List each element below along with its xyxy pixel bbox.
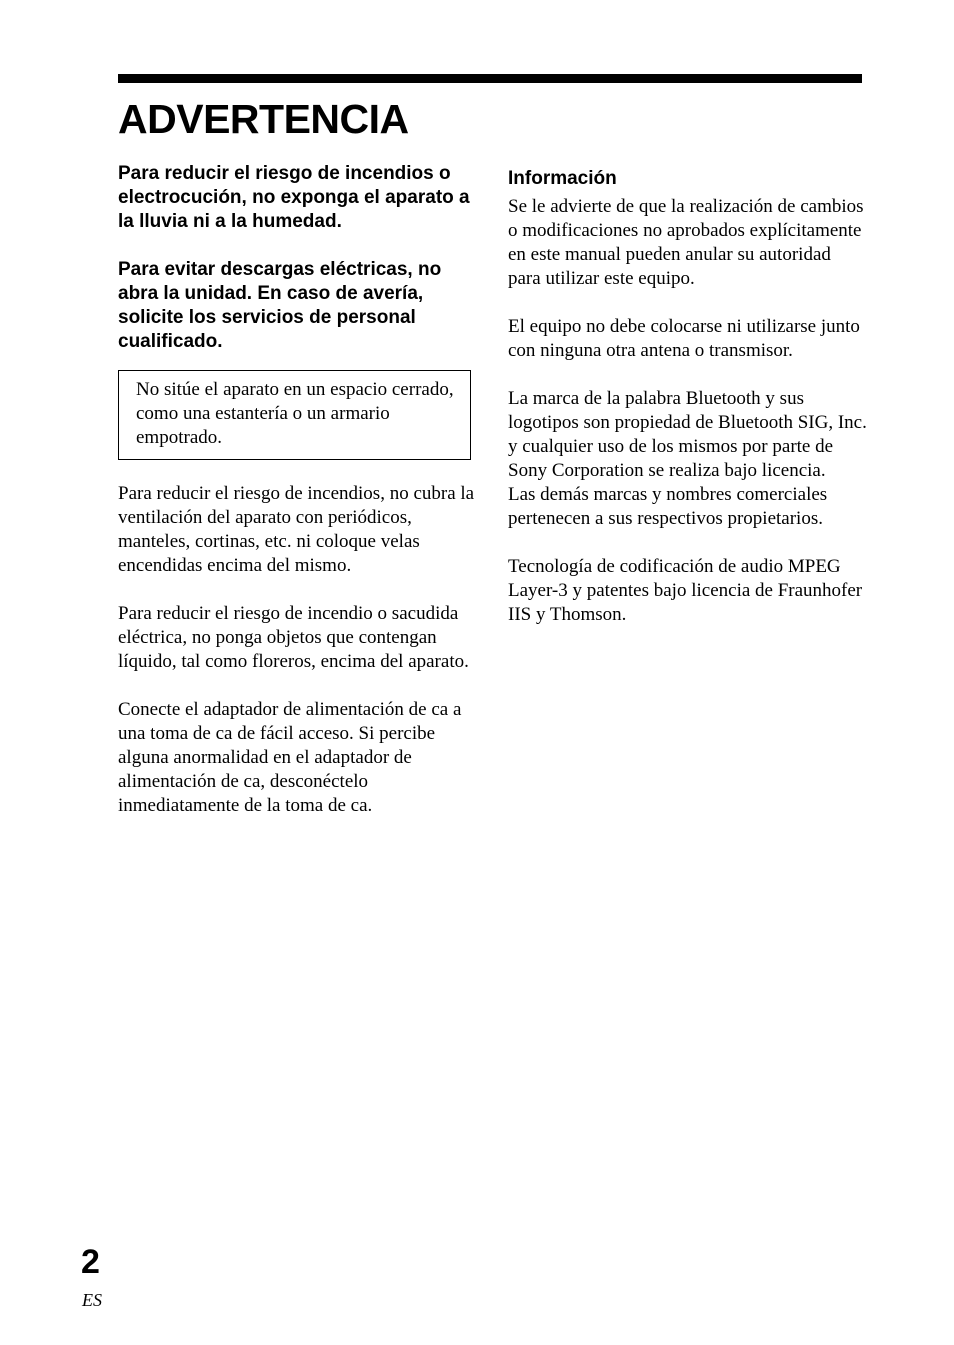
- bold-warning-rain: Para reducir el riesgo de incendios o electrocución, no exponga el aparato a la lluvia ni a la humedad.: [118, 163, 470, 232]
- title-rule: [118, 74, 862, 83]
- paragraph-mpeg: Tecnología de codificación de audio MPEG Layer-3 y patentes bajo licencia de Fraunhofer IIS y Thomson.: [508, 556, 863, 625]
- page-language-code: ES: [82, 1290, 102, 1310]
- paragraph-antenna: El equipo no debe colocarse ni utilizarse junto con ninguna otra antena o transmisor.: [508, 316, 860, 361]
- boxed-notice: No sitúe el aparato en un espacio cerrado, como una estantería o un armario empotrado.: [118, 370, 471, 460]
- page-number: 2: [81, 1243, 100, 1281]
- right-column: [508, 167, 868, 651]
- paragraph-trademarks: Las demás marcas y nombres comerciales pertenecen a sus respectivos propietarios.: [508, 484, 828, 529]
- bold-warning-shock: Para evitar descargas eléctricas, no abra la unidad. En caso de avería, solicite los servicios de personal cualificado.: [118, 259, 442, 352]
- paragraph-bluetooth: La marca de la palabra Bluetooth y sus logotipos son propiedad de Bluetooth SIG, Inc. y cualquier uso de los mismos por parte de Sony Corporation se realiza bajo licencia.: [508, 388, 867, 481]
- section-heading-informacion: Información: [508, 168, 617, 189]
- paragraph-ventilation: Para reducir el riesgo de incendios, no cubra la ventilación del aparato con periódicos, manteles, cortinas, etc. ni coloque velas encendidas encima del mismo.: [118, 483, 475, 576]
- paragraph-liquids: Para reducir el riesgo de incendio o sacudida eléctrica, no ponga objetos que contengan líquido, tal como floreros, encima del aparato.: [118, 603, 469, 672]
- left-column: [118, 162, 478, 842]
- paragraph-ac-adapter: Conecte el adaptador de alimentación de ca a una toma de ca de fácil acceso. Si percibe alguna anormalidad en el adaptador de alimentación de ca, desconéctelo inmediatamente de la toma de ca.: [118, 699, 462, 816]
- paragraph-modifications: Se le advierte de que la realización de cambios o modificaciones no aprobados explícitamente en este manual pueden anular su autoridad para utilizar este equipo.: [508, 196, 864, 289]
- page-title: ADVERTENCIA: [118, 96, 409, 142]
